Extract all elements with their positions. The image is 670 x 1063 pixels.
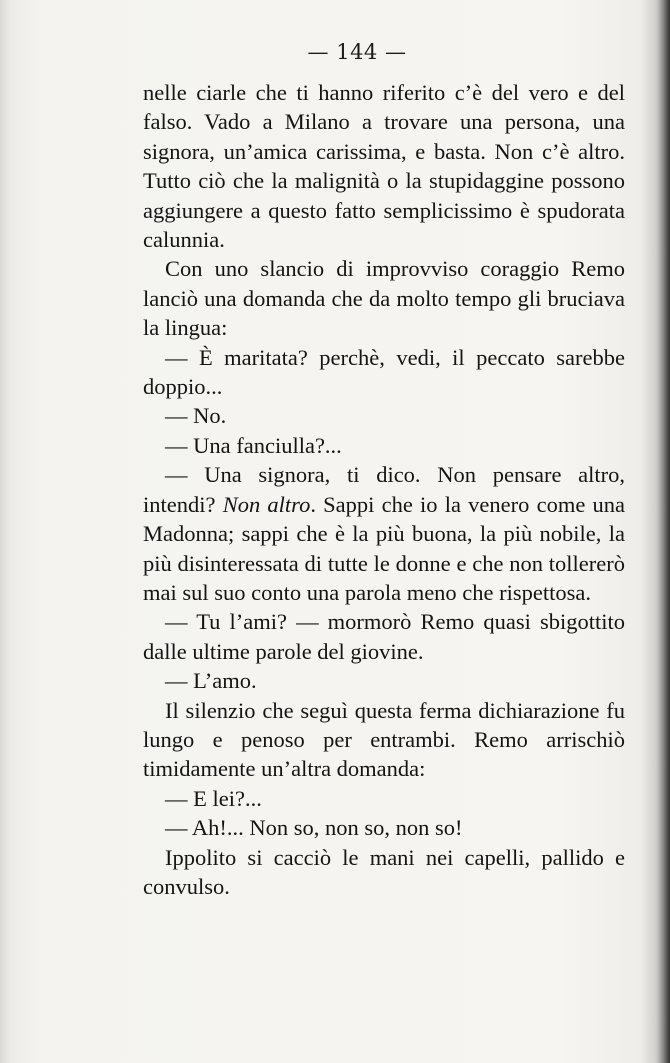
dialogue-line-4-part-b: . Sappi che io la venero come una Madonna; sappi che è la più buona, la più nobile, la più disinteressata di tutte le donne e che non tollererò mai sul suo conto una parola meno che rispettosa. bbox=[143, 491, 626, 605]
emphasis-non-altro: Non altro bbox=[222, 491, 311, 517]
page-edge-shadow bbox=[656, 0, 670, 1063]
dialogue-line-1: — È maritata? perchè, vedi, il peccato sarebbe doppio... bbox=[143, 344, 625, 400]
dialogue-line-2: — No. bbox=[165, 403, 227, 429]
dialogue-line-8: — Ah!... Non so, non so, non so! bbox=[165, 815, 463, 841]
dialogue-line-6: — L’amo. bbox=[165, 668, 257, 694]
page-number-header: — 144 — bbox=[307, 40, 407, 64]
paragraph-3: Il silenzio che seguì questa ferma dichiarazione fu lungo e penoso per entrambi. Remo arrischiò timidamente un’altra domanda: bbox=[143, 697, 625, 782]
paragraph-1: nelle ciarle che ti hanno riferito c’è del vero e del falso. Vado a Milano a trovare una persona, una signora, un’amica carissima, e basta. Non c’è altro. Tutto ciò che la malignità o la stupidaggine possono aggiungere a questo fatto semplicissimo è spudorata calunnia. bbox=[143, 80, 625, 253]
dialogue-line-4-part-a: — Una signora, ti dico. Non pensare altro, intendi? bbox=[143, 462, 625, 517]
page-text bbox=[143, 78, 625, 901]
dialogue-line-5: — Tu l’ami? — mormorò Remo quasi sbigottito dalle ultime parole del giovine. bbox=[143, 609, 625, 664]
paragraph-2: Con uno slancio di improvviso coraggio Remo lanciò una domanda che da molto tempo gli bruciava la lingua: bbox=[143, 256, 625, 341]
dialogue-line-3: — Una fanciulla?... bbox=[165, 432, 342, 458]
dialogue-line-4 bbox=[143, 460, 625, 607]
dialogue-line-7: — E lei?... bbox=[165, 785, 262, 811]
paragraph-4: Ippolito si cacciò le mani nei capelli, pallido e convulso. bbox=[143, 844, 625, 899]
